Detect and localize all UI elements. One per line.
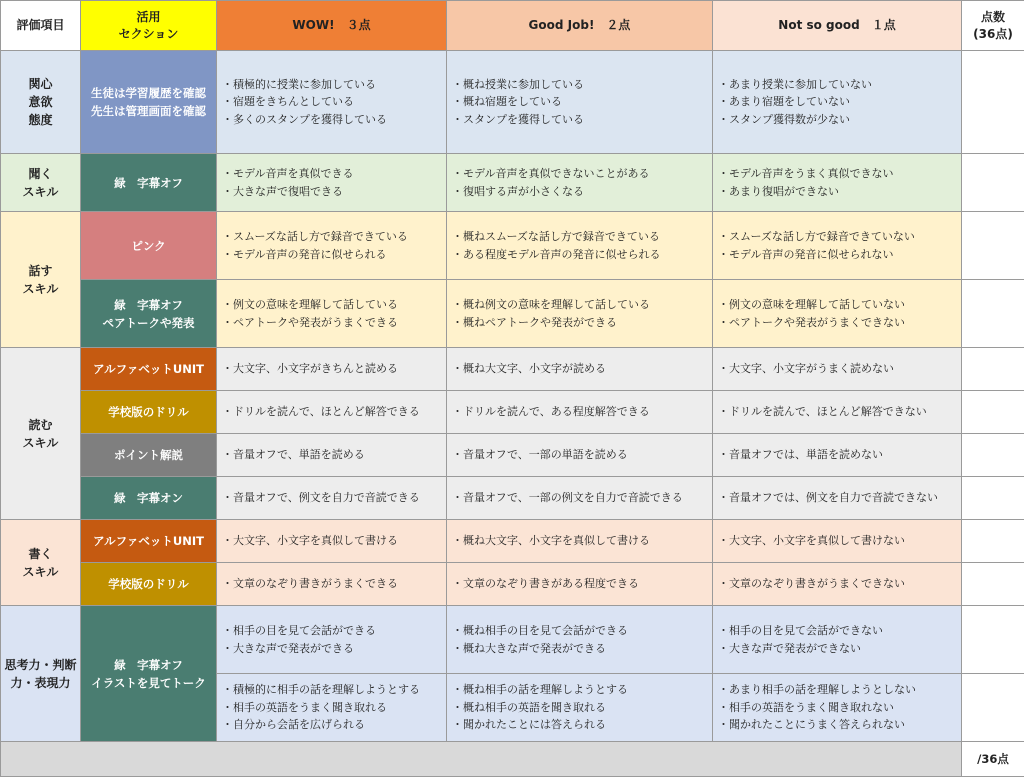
table-row [1, 212, 1024, 280]
criterion: ・文章のなぞり書きがうまくできる [222, 575, 446, 593]
section-cell: ポイント解説 [81, 434, 217, 477]
section-cell: 学校版のドリル [81, 563, 217, 606]
criteria-goodjob [447, 606, 713, 674]
table-row [1, 477, 1024, 520]
criteria-notsogood [713, 280, 962, 348]
criteria-wow [217, 212, 447, 280]
criteria-goodjob [447, 674, 713, 742]
criteria-wow [217, 348, 447, 391]
criterion: ・例文の意味を理解して話している [222, 296, 446, 314]
criterion: ・多くのスタンプを獲得している [222, 111, 446, 129]
category-yomu: 読む スキル [1, 348, 81, 520]
score-cell[interactable] [962, 391, 1024, 434]
criterion: ・ペアトークや発表がうまくできる [222, 314, 446, 332]
criterion: ・あまり復唱ができない [718, 183, 961, 201]
criteria-notsogood [713, 606, 962, 674]
criteria-wow [217, 154, 447, 212]
criterion: ・大文字、小文字を真似して書けない [718, 532, 961, 550]
criteria-wow [217, 674, 447, 742]
criterion: ・積極的に相手の話を理解しようとする [222, 681, 446, 699]
criterion: ・概ね相手の話を理解しようとする [452, 681, 712, 699]
section-cell: 緑 字幕オフ イラストを見てトーク [81, 606, 217, 742]
criterion: ・概ねスムーズな話し方で録音できている [452, 228, 712, 246]
criterion: ・音量オフで、単語を読める [222, 446, 446, 464]
section-cell: アルファベットUNIT [81, 520, 217, 563]
footer-blank [1, 742, 962, 777]
table-row [1, 520, 1024, 563]
category-kanshin: 関心 意欲 態度 [1, 51, 81, 154]
criterion: ・スタンプを獲得している [452, 111, 712, 129]
criterion: ・あまり相手の話を理解しようとしない [718, 681, 961, 699]
criterion: ・自分から会話を広げられる [222, 716, 446, 734]
total-score: /36点 [962, 742, 1024, 777]
criterion: ・モデル音声の発音に似せられる [222, 246, 446, 264]
header-item: 評価項目 [1, 1, 81, 51]
criterion: ・相手の目を見て会話ができる [222, 622, 446, 640]
category-kaku: 書く スキル [1, 520, 81, 606]
score-cell[interactable] [962, 51, 1024, 154]
criterion: ・モデル音声を真似できないことがある [452, 165, 712, 183]
criterion: ・相手の英語をうまく聞き取れる [222, 699, 446, 717]
table-row [1, 563, 1024, 606]
criterion: ・聞かれたことにうまく答えられない [718, 716, 961, 734]
criterion: ・ドリルを読んで、ほとんど解答できない [718, 403, 961, 421]
criterion: ・ある程度モデル音声の発音に似せられる [452, 246, 712, 264]
criterion: ・概ね宿題をしている [452, 93, 712, 111]
criterion: ・大文字、小文字がうまく読めない [718, 360, 961, 378]
score-cell[interactable] [962, 154, 1024, 212]
criteria-goodjob [447, 563, 713, 606]
criteria-goodjob [447, 434, 713, 477]
score-cell[interactable] [962, 563, 1024, 606]
criterion: ・概ね大文字、小文字が読める [452, 360, 712, 378]
criterion: ・ドリルを読んで、ある程度解答できる [452, 403, 712, 421]
criteria-goodjob [447, 391, 713, 434]
criterion: ・相手の英語をうまく聞き取れない [718, 699, 961, 717]
criterion: ・音量オフで、例文を自力で音読できる [222, 489, 446, 507]
criterion: ・大きな声で復唱できる [222, 183, 446, 201]
header-score: 点数 (36点) [962, 1, 1024, 51]
criteria-goodjob [447, 520, 713, 563]
criterion: ・概ね相手の目を見て会話ができる [452, 622, 712, 640]
criterion: ・文章のなぞり書きがうまくできない [718, 575, 961, 593]
criterion: ・積極的に授業に参加している [222, 76, 446, 94]
section-cell: 生徒は学習履歴を確認 先生は管理画面を確認 [81, 51, 217, 154]
criterion: ・スタンプ獲得数が少ない [718, 111, 961, 129]
footer-row [1, 742, 1024, 777]
criterion: ・聞かれたことには答えられる [452, 716, 712, 734]
section-cell: ピンク [81, 212, 217, 280]
header-row [1, 1, 1024, 51]
criterion: ・モデル音声をうまく真似できない [718, 165, 961, 183]
criterion: ・音量オフでは、単語を読めない [718, 446, 961, 464]
header-wow: WOW! ３点 [217, 1, 447, 51]
score-cell[interactable] [962, 212, 1024, 280]
criteria-goodjob [447, 154, 713, 212]
score-cell[interactable] [962, 674, 1024, 742]
table-row [1, 154, 1024, 212]
criteria-wow [217, 606, 447, 674]
section-cell: 緑 字幕オン [81, 477, 217, 520]
score-cell[interactable] [962, 606, 1024, 674]
table-row [1, 280, 1024, 348]
category-kiku: 聞く スキル [1, 154, 81, 212]
criterion: ・大文字、小文字を真似して書ける [222, 532, 446, 550]
category-hanasu: 話す スキル [1, 212, 81, 348]
criterion: ・概ね授業に参加している [452, 76, 712, 94]
header-goodjob: Good Job! ２点 [447, 1, 713, 51]
header-section: 活用 セクション [81, 1, 217, 51]
score-cell[interactable] [962, 280, 1024, 348]
criteria-goodjob [447, 348, 713, 391]
criterion: ・概ね例文の意味を理解して話している [452, 296, 712, 314]
criteria-wow [217, 434, 447, 477]
criterion: ・モデル音声の発音に似せられない [718, 246, 961, 264]
score-cell[interactable] [962, 477, 1024, 520]
criterion: ・スムーズな話し方で録音できている [222, 228, 446, 246]
criterion: ・宿題をきちんとしている [222, 93, 446, 111]
criterion: ・概ねペアトークや発表ができる [452, 314, 712, 332]
criterion: ・復唱する声が小さくなる [452, 183, 712, 201]
criterion: ・文章のなぞり書きがある程度できる [452, 575, 712, 593]
criteria-notsogood [713, 391, 962, 434]
criteria-notsogood [713, 434, 962, 477]
criteria-notsogood [713, 674, 962, 742]
score-cell[interactable] [962, 520, 1024, 563]
criteria-goodjob [447, 477, 713, 520]
table-row [1, 434, 1024, 477]
criterion: ・概ね大文字、小文字を真似して書ける [452, 532, 712, 550]
table-row [1, 391, 1024, 434]
criterion: ・ドリルを読んで、ほとんど解答できる [222, 403, 446, 421]
criterion: ・あまり宿題をしていない [718, 93, 961, 111]
criterion: ・あまり授業に参加していない [718, 76, 961, 94]
criteria-goodjob [447, 51, 713, 154]
criterion: ・大文字、小文字がきちんと読める [222, 360, 446, 378]
criteria-notsogood [713, 563, 962, 606]
criterion: ・例文の意味を理解して話していない [718, 296, 961, 314]
category-shiko: 思考力・判断 力・表現力 [1, 606, 81, 742]
table-row [1, 51, 1024, 154]
header-notsogood: Not so good １点 [713, 1, 962, 51]
criterion: ・大きな声で発表ができない [718, 640, 961, 658]
table-row [1, 348, 1024, 391]
criterion: ・概ね相手の英語を聞き取れる [452, 699, 712, 717]
criterion: ・ペアトークや発表がうまくできない [718, 314, 961, 332]
criterion: ・音量オフで、一部の単語を読める [452, 446, 712, 464]
criterion: ・音量オフで、一部の例文を自力で音読できる [452, 489, 712, 507]
section-cell: 緑 字幕オフ [81, 154, 217, 212]
criterion: ・音量オフでは、例文を自力で音読できない [718, 489, 961, 507]
score-cell[interactable] [962, 434, 1024, 477]
criteria-wow [217, 563, 447, 606]
criteria-goodjob [447, 212, 713, 280]
criteria-wow [217, 51, 447, 154]
criterion: ・大きな声で発表ができる [222, 640, 446, 658]
criteria-notsogood [713, 348, 962, 391]
criteria-wow [217, 391, 447, 434]
criteria-wow [217, 280, 447, 348]
criteria-notsogood [713, 51, 962, 154]
criteria-wow [217, 477, 447, 520]
table-row [1, 606, 1024, 674]
criteria-notsogood [713, 477, 962, 520]
section-cell: アルファベットUNIT [81, 348, 217, 391]
criterion: ・相手の目を見て会話ができない [718, 622, 961, 640]
section-cell: 緑 字幕オフ ペアトークや発表 [81, 280, 217, 348]
criterion: ・概ね大きな声で発表ができる [452, 640, 712, 658]
score-cell[interactable] [962, 348, 1024, 391]
section-cell: 学校版のドリル [81, 391, 217, 434]
criteria-wow [217, 520, 447, 563]
criterion: ・モデル音声を真似できる [222, 165, 446, 183]
criteria-notsogood [713, 154, 962, 212]
criterion: ・スムーズな話し方で録音できていない [718, 228, 961, 246]
criteria-notsogood [713, 520, 962, 563]
criteria-goodjob [447, 280, 713, 348]
criteria-notsogood [713, 212, 962, 280]
